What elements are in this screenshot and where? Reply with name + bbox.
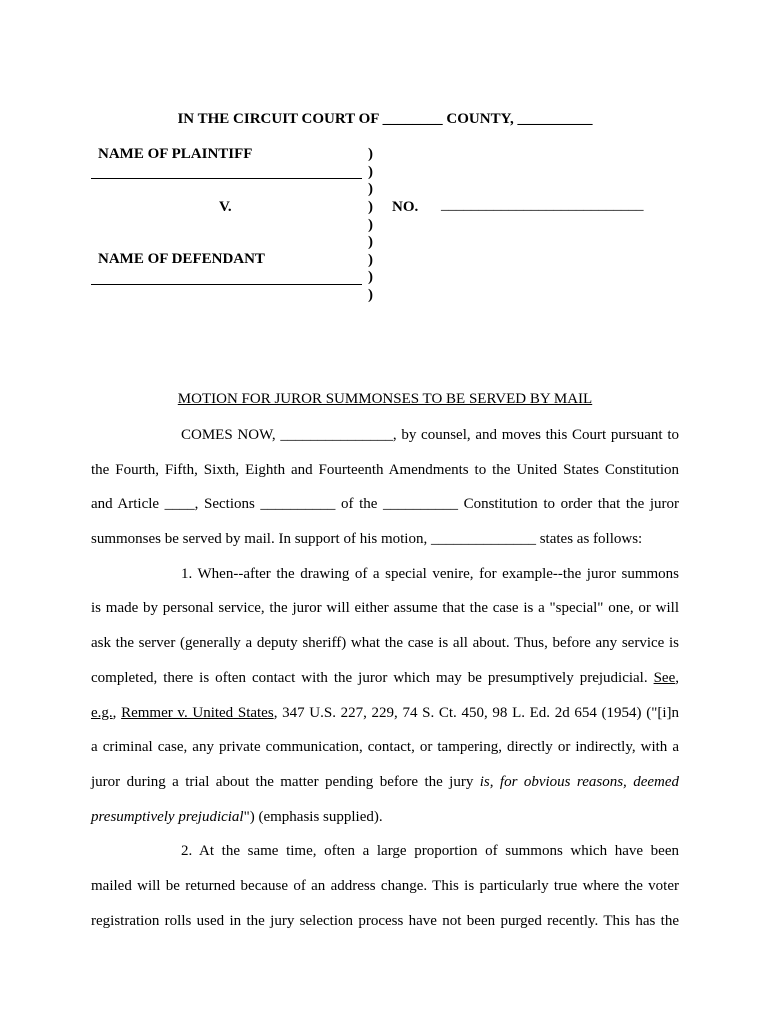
- case-citation: Remmer v. United States: [121, 704, 274, 721]
- punctuation: ,: [112, 704, 122, 721]
- caption-paren: ): [368, 146, 373, 162]
- caption-paren: ): [368, 217, 373, 233]
- para1-text: juror during a trial about the matter pending before the jury: [91, 773, 480, 790]
- motion-title: MOTION FOR JUROR SUMMONSES TO BE SERVED BY MAIL: [177, 391, 593, 407]
- plaintiff-label: NAME OF PLAINTIFF: [98, 146, 253, 162]
- para1-line: a criminal case, any private communication, contact, or tampering, directly or indirectly, with a: [91, 739, 679, 756]
- eg-signal: e.g.: [91, 704, 113, 721]
- intro-line: the Fourth, Fifth, Sixth, Eighth and Fourteenth Amendments to the United States Constitution: [91, 461, 679, 478]
- defendant-label: NAME OF DEFENDANT: [98, 251, 265, 267]
- para1-text: completed, there is often contact with the juror which may be presumptively prejudicial.: [91, 669, 654, 686]
- intro-line: COMES NOW, _______________, by counsel, and moves this Court pursuant to: [181, 427, 679, 443]
- see-signal: See: [653, 669, 676, 686]
- citation-text: , 347 U.S. 227, 229, 74 S. Ct. 450, 98 L. Ed. 2d 654 (1954) ("[i]n: [273, 704, 679, 721]
- para1-line: [91, 800, 679, 835]
- intro-line: summonses be served by mail. In support of his motion, ______________ states as follows:: [91, 531, 643, 548]
- plaintiff-blank-line: [91, 178, 362, 179]
- para2-line: registration rolls used in the jury selection process have not been purged recently. This has the: [91, 912, 679, 929]
- case-number-label: NO.: [392, 199, 419, 215]
- emphasized-text: is, for obvious reasons, deemed: [479, 773, 680, 790]
- para1-line: [91, 765, 679, 800]
- punctuation: ,: [675, 669, 679, 686]
- para1-text: ") (emphasis supplied).: [243, 808, 383, 825]
- defendant-blank-line: [91, 284, 362, 285]
- para2-line: mailed will be returned because of an address change. This is particularly true where the voter: [91, 877, 679, 894]
- caption-paren: ): [368, 287, 373, 303]
- motion-body: [91, 418, 679, 938]
- court-heading: IN THE CIRCUIT COURT OF ________ COUNTY, __________: [177, 111, 593, 127]
- caption-paren: ): [368, 234, 373, 250]
- para1-line: [91, 696, 679, 731]
- versus-label: V.: [219, 199, 232, 215]
- para1-line: [91, 661, 679, 696]
- caption-paren: ): [368, 164, 373, 180]
- para1-line: ask the server (generally a deputy sheriff) what the case is all about. Thus, before any service is: [91, 635, 679, 652]
- caption-paren: ): [368, 199, 373, 215]
- para1-line: is made by personal service, the juror will either assume that the case is a "special" one, or will: [91, 600, 679, 617]
- intro-line: and Article ____, Sections __________ of the __________ Constitution to order that the juror: [91, 496, 679, 513]
- emphasized-text: presumptively prejudicial: [91, 808, 244, 825]
- caption-paren: ): [368, 269, 373, 285]
- para1-line: 1. When--after the drawing of a special venire, for example--the juror summons: [181, 565, 679, 582]
- caption-paren: ): [368, 252, 373, 268]
- case-number-blank: ___________________________: [441, 197, 644, 213]
- caption-paren: ): [368, 181, 373, 197]
- para2-line: 2. At the same time, often a large proportion of summons which have been: [181, 843, 679, 860]
